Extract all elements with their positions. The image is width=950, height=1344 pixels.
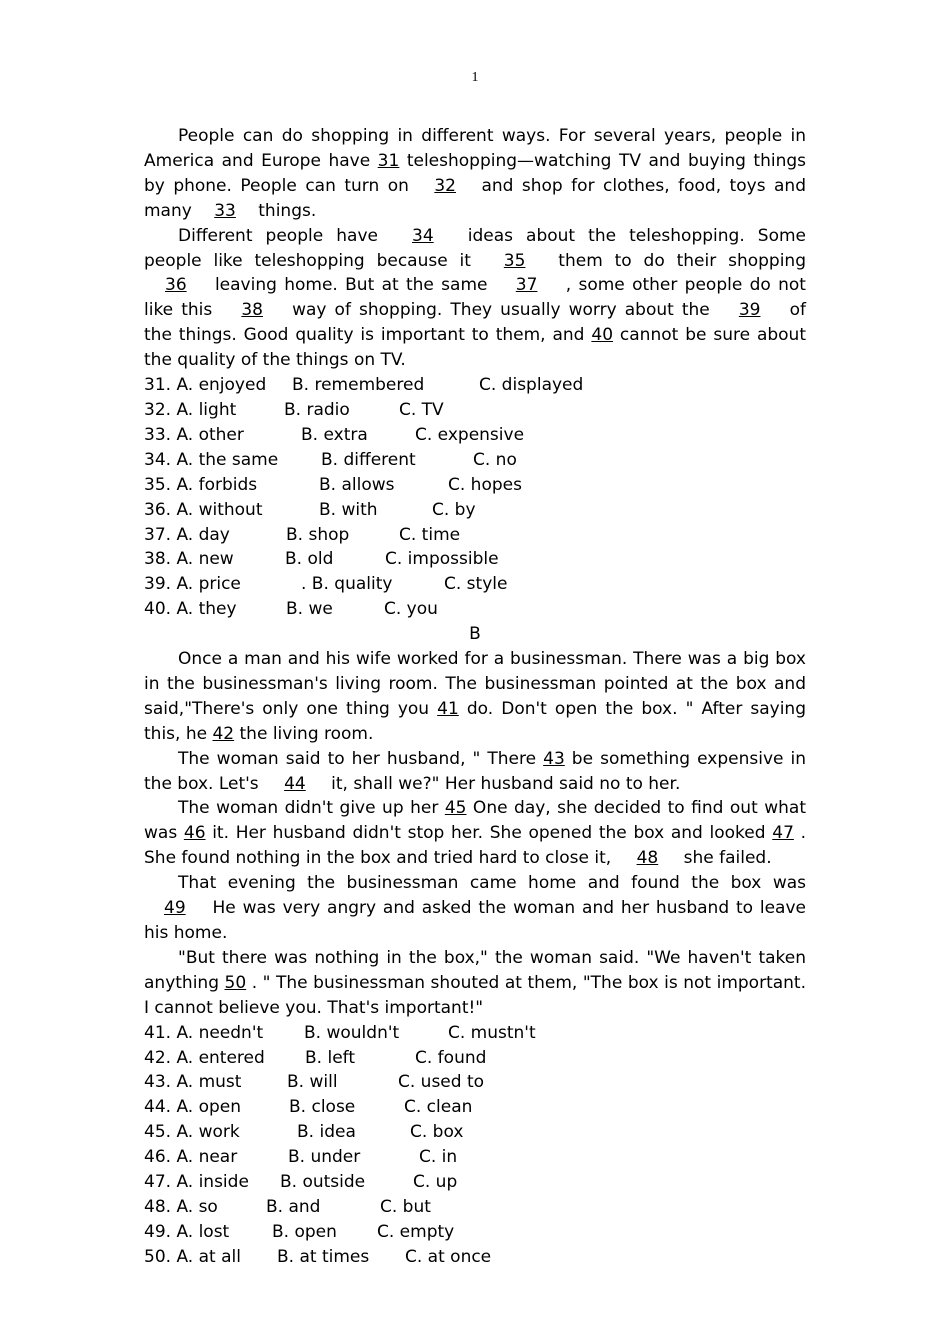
blank-number: 33 xyxy=(214,200,236,221)
blank-number: 32 xyxy=(434,175,456,196)
option-row xyxy=(144,597,806,622)
option-b: B. with xyxy=(319,499,378,520)
option-row xyxy=(144,473,806,498)
option-b: B. under xyxy=(288,1147,361,1168)
option-a: 32. A. light xyxy=(144,399,237,420)
passage-text: "But there was nothing in the box," the woman said. "We haven't taken anything xyxy=(144,947,806,993)
option-row xyxy=(144,1170,806,1195)
option-b: B. close xyxy=(289,1097,356,1118)
passage-text: cannot be sure about the quality of the things on TV. xyxy=(144,325,806,371)
option-c: C. you xyxy=(384,599,438,620)
blank-number: 34 xyxy=(412,225,434,246)
blank-number: 46 xyxy=(183,823,206,844)
option-c: C. at once xyxy=(405,1246,492,1267)
option-a: 50. A. at all xyxy=(144,1246,241,1267)
option-a: 46. A. near xyxy=(144,1147,238,1168)
section-title-b: B xyxy=(469,624,481,645)
passage-text: He was very angry and asked the woman and her husband to leave his home. xyxy=(144,898,806,943)
option-b: . B. quality xyxy=(301,574,393,595)
option-row xyxy=(144,1145,806,1170)
passage-text: The woman didn't give up her xyxy=(178,798,445,819)
option-b: B. at times xyxy=(277,1246,370,1267)
option-b: B. open xyxy=(272,1221,337,1242)
option-row xyxy=(144,1070,806,1095)
option-a: 45. A. work xyxy=(144,1122,240,1143)
option-b: B. shop xyxy=(286,524,350,545)
option-row xyxy=(144,1095,806,1120)
option-b: B. different xyxy=(321,449,416,470)
passage-text: of the things. Good quality is important to them, and xyxy=(144,300,806,346)
option-c: C. mustn't xyxy=(448,1022,536,1043)
passage-text: . She found nothing in the box and tried hard to close it, xyxy=(144,823,806,869)
option-a: 48. A. so xyxy=(144,1196,218,1217)
passage-text: the living room. xyxy=(234,723,374,744)
passage-text: People can do shopping in different ways. For several years, people in America and Europe have xyxy=(144,126,806,171)
blank-number: 47 xyxy=(772,823,794,844)
passage-text: way of shopping. They usually worry about the xyxy=(283,300,718,321)
blank-number: 43 xyxy=(543,748,565,769)
option-row xyxy=(144,448,806,473)
passage-text: Different people have xyxy=(178,225,392,246)
option-a: 49. A. lost xyxy=(144,1221,230,1242)
passage-text: Once a man and his wife worked for a businessman. There was a big box in the businessman's living room. The businessman pointed at the box and said,"There's only one thing you xyxy=(144,649,806,719)
option-c: C. TV xyxy=(399,399,444,420)
option-c: C. style xyxy=(444,574,508,595)
passage-text: be something expensive in the box. Let's xyxy=(144,748,806,794)
option-b: B. extra xyxy=(301,424,368,445)
passage-a-text xyxy=(144,124,806,373)
option-a: 39. A. price xyxy=(144,574,241,595)
passage-text: them to do their shopping xyxy=(546,250,806,271)
passage-text: . " The businessman shouted at them, "The box is not important. I cannot believe you. That's important!" xyxy=(144,972,806,1018)
blank-number: 50 xyxy=(224,972,247,993)
passage-a xyxy=(144,124,806,622)
option-row xyxy=(144,1021,806,1046)
blank-number: 45 xyxy=(444,798,467,819)
option-row xyxy=(144,1120,806,1145)
option-b: B. idea xyxy=(297,1122,356,1143)
blank-number: 38 xyxy=(241,300,263,321)
option-a: 42. A. entered xyxy=(144,1047,265,1068)
passage-text: , some other people do not like this xyxy=(144,275,806,321)
blank-number: 31 xyxy=(377,150,400,171)
option-row xyxy=(144,572,806,597)
blank-number: 48 xyxy=(636,848,659,869)
option-row xyxy=(144,398,806,423)
option-b: B. left xyxy=(305,1047,356,1068)
passage-text: teleshopping—watching TV and buying things by phone. People can turn on xyxy=(144,150,806,196)
option-b: B. radio xyxy=(284,399,350,420)
option-row xyxy=(144,547,806,572)
option-a: 40. A. they xyxy=(144,599,237,620)
blank-number: 39 xyxy=(738,300,761,321)
option-b: B. old xyxy=(285,549,334,570)
worksheet-content xyxy=(144,124,806,1270)
option-row xyxy=(144,373,806,398)
passage-paragraph xyxy=(144,747,806,797)
passage-b-text xyxy=(144,647,806,1021)
passage-paragraph xyxy=(144,124,806,224)
passage-paragraph xyxy=(144,224,806,373)
option-a: 36. A. without xyxy=(144,499,263,520)
option-a: 35. A. forbids xyxy=(144,474,258,495)
blank-number: 42 xyxy=(212,723,235,744)
passage-paragraph xyxy=(144,796,806,871)
blank-number: 35 xyxy=(503,250,526,271)
option-b: B. wouldn't xyxy=(304,1022,400,1043)
blank-number: 44 xyxy=(284,773,306,794)
option-c: C. displayed xyxy=(479,375,584,396)
passage-text: things. xyxy=(252,200,317,221)
option-c: C. in xyxy=(419,1147,458,1168)
option-a: 47. A. inside xyxy=(144,1172,249,1193)
option-c: C. up xyxy=(413,1172,458,1193)
option-b: B. outside xyxy=(280,1172,366,1193)
passage-text: it, shall we?" Her husband said no to her. xyxy=(325,773,681,794)
passage-text: That evening the businessman came home and found the box was xyxy=(178,873,806,894)
option-a: 38. A. new xyxy=(144,549,234,570)
option-c: C. empty xyxy=(377,1221,455,1242)
passage-paragraph xyxy=(144,871,806,946)
option-a: 34. A. the same xyxy=(144,449,279,470)
blank-number: 41 xyxy=(437,698,459,719)
option-c: C. impossible xyxy=(385,549,499,570)
option-row xyxy=(144,523,806,548)
blank-number: 37 xyxy=(515,275,538,296)
option-b: B. will xyxy=(287,1072,338,1093)
option-c: C. hopes xyxy=(448,474,522,495)
option-c: C. box xyxy=(410,1122,464,1143)
option-row xyxy=(144,498,806,523)
passage-text: leaving home. But at the same xyxy=(207,275,495,296)
passage-paragraph xyxy=(144,946,806,1021)
passage-text: she failed. xyxy=(678,848,772,869)
option-b: B. remembered xyxy=(292,375,425,396)
option-c: C. no xyxy=(473,449,517,470)
option-b: B. and xyxy=(266,1196,321,1217)
passage-paragraph xyxy=(144,647,806,747)
option-row xyxy=(144,1046,806,1071)
option-a: 44. A. open xyxy=(144,1097,242,1118)
option-row xyxy=(144,423,806,448)
option-c: C. expensive xyxy=(415,424,525,445)
option-b: B. we xyxy=(286,599,333,620)
option-a: 37. A. day xyxy=(144,524,230,545)
option-a: 43. A. must xyxy=(144,1072,242,1093)
option-row xyxy=(144,1245,806,1270)
passage-text: One day, she decided to find out what was xyxy=(144,798,806,844)
option-c: C. but xyxy=(380,1196,431,1217)
option-a: 33. A. other xyxy=(144,424,244,445)
option-c: C. clean xyxy=(404,1097,473,1118)
option-row xyxy=(144,1220,806,1245)
passage-b xyxy=(144,647,806,1270)
blank-number: 49 xyxy=(164,898,186,919)
passage-text: The woman said to her husband, " There xyxy=(178,748,544,769)
option-c: C. used to xyxy=(398,1072,485,1093)
passage-text: and shop for clothes, food, toys and many xyxy=(144,175,806,221)
option-c: C. found xyxy=(415,1047,487,1068)
page-number: 1 xyxy=(471,70,479,85)
passage-text: do. Don't open the box. " After saying this, he xyxy=(144,698,806,744)
option-b: B. allows xyxy=(319,474,395,495)
passage-b-options xyxy=(144,1021,806,1270)
passage-text: ideas about the teleshopping. Some people like teleshopping because it xyxy=(144,225,807,271)
blank-number: 36 xyxy=(165,275,187,296)
option-a: 31. A. enjoyed xyxy=(144,375,267,396)
option-c: C. time xyxy=(399,524,461,545)
option-c: C. by xyxy=(432,499,476,520)
option-row xyxy=(144,1195,806,1220)
option-a: 41. A. needn't xyxy=(144,1022,264,1043)
blank-number: 40 xyxy=(591,325,614,346)
passage-text: it. Her husband didn't stop her. She opened the box and looked xyxy=(205,823,773,844)
passage-a-options xyxy=(144,373,806,622)
